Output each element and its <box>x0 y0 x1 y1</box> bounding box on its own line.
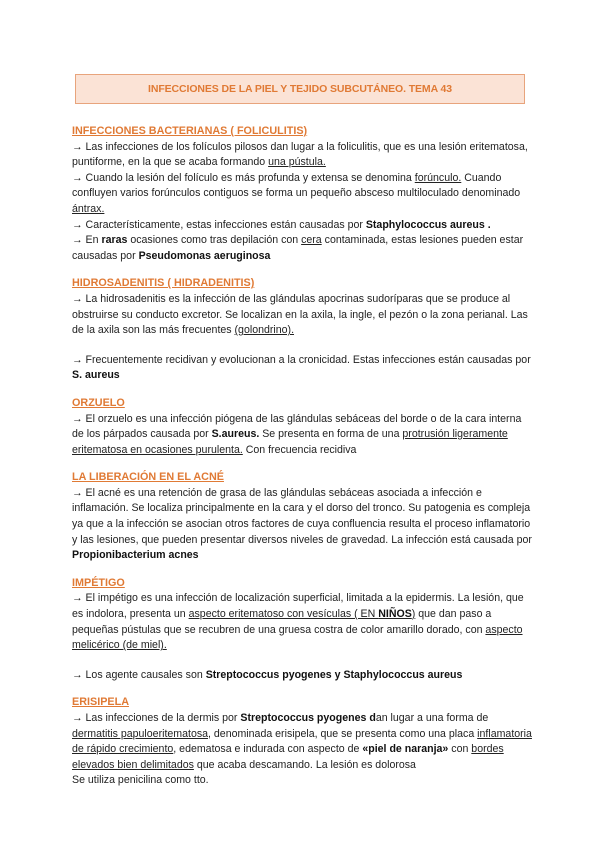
document-body <box>72 124 534 801</box>
paragraph: → Característicamente, estas infecciones están causadas por Staphylococcus aureus . <box>72 218 491 231</box>
paragraph: → Cuando la lesión del folículo es más profunda y extensa se denomina forúnculo. Cuando confluyen varios forúnculos contiguos se forma un pequeño absceso multiloculado denominado ántrax. <box>72 171 521 215</box>
paragraph: → El orzuelo es una infección piógena de las glándulas sebáceas del borde o de la cara interna de los párpados causada por S.aureus. Se presenta en forma de una protrusión ligeramente eritematosa en ocasiones purulenta. Con frecuencia recidiva <box>72 412 522 456</box>
paragraph: → Las infecciones de los folículos pilosos dan lugar a la foliculitis, que es una lesión eritematosa, puntiforme, en la que se acaba formando una pústula. <box>72 140 528 169</box>
paragraph: → La hidrosadenitis es la infección de las glándulas apocrinas sudoríparas que se produce al obstruirse su conducto excretor. Se localizan en la axila, la ingle, el pezón o la zona perianal. Las de la axila son las más frecuentes (golondrino). <box>72 292 528 337</box>
section-heading: IMPÉTIGO <box>72 576 125 589</box>
section-acne <box>72 470 534 564</box>
section-hidradenitis <box>72 276 534 384</box>
paragraph: → El impétigo es una infección de localización superficial, limitada a la epidermis. La lesión, que es indolora, presenta un aspecto eritematoso con vesículas ( EN NIÑOS) que dan paso a pequeñas pústulas que se recubren de una gruesa costra de color amarillo dorado, con aspecto melicérico (de miel). <box>72 592 524 652</box>
section-erisipela <box>72 695 534 789</box>
section-heading: INFECCIONES BACTERIANAS ( FOLICULITIS) <box>72 125 308 137</box>
section-orzuelo <box>72 396 534 458</box>
paragraph: → Los agente causales son Streptococcus pyogenes y Staphylococcus aureus <box>72 668 463 681</box>
title-box <box>75 74 525 104</box>
paragraph: → El acné es una retención de grasa de las glándulas sebáceas asociada a infección e inflamación. Se localiza principalmente en la cara y el dorso del tronco. Su patogenia es compleja ya que a la infección se asocian otros factores de cuya confluencia resulta el proceso inflamatorio y las lesiones, que pueden presentar diversos niveles de gravedad. La infección está causada por Propionibacterium acnes <box>72 486 532 562</box>
section-foliculitis <box>72 124 534 264</box>
paragraph: → En raras ocasiones como tras depilación con cera contaminada, estas lesiones pueden estar causadas por Pseudomonas aeruginosa <box>72 234 524 262</box>
section-heading: LA LIBERACIÓN EN EL ACNÉ <box>72 471 224 484</box>
paragraph: Se utiliza penicilina como tto. <box>72 774 209 787</box>
paragraph: → Las infecciones de la dermis por Streptococcus pyogenes dan lugar a una forma de dermatitis papuloeritematosa, denominada erisipela, que se presenta como una placa inflamatoria de rápido crecimiento, edematosa e indurada con aspecto de «piel de naranja» con bordes elevados bien delimitados que acaba descamando. La lesión es dolorosa <box>72 712 532 771</box>
section-heading: ORZUELO <box>72 396 125 409</box>
paragraph: → Frecuentemente recidivan y evolucionan a la cronicidad. Estas infecciones están causadas por S. aureus <box>72 353 531 382</box>
section-heading: HIDROSADENITIS ( HIDRADENITIS) <box>72 277 255 290</box>
section-impetigo <box>72 576 534 684</box>
page-title: INFECCIONES DE LA PIEL Y TEJIDO SUBCUTÁNEO. TEMA 43 <box>148 83 452 95</box>
section-heading: ERISIPELA <box>72 696 129 709</box>
